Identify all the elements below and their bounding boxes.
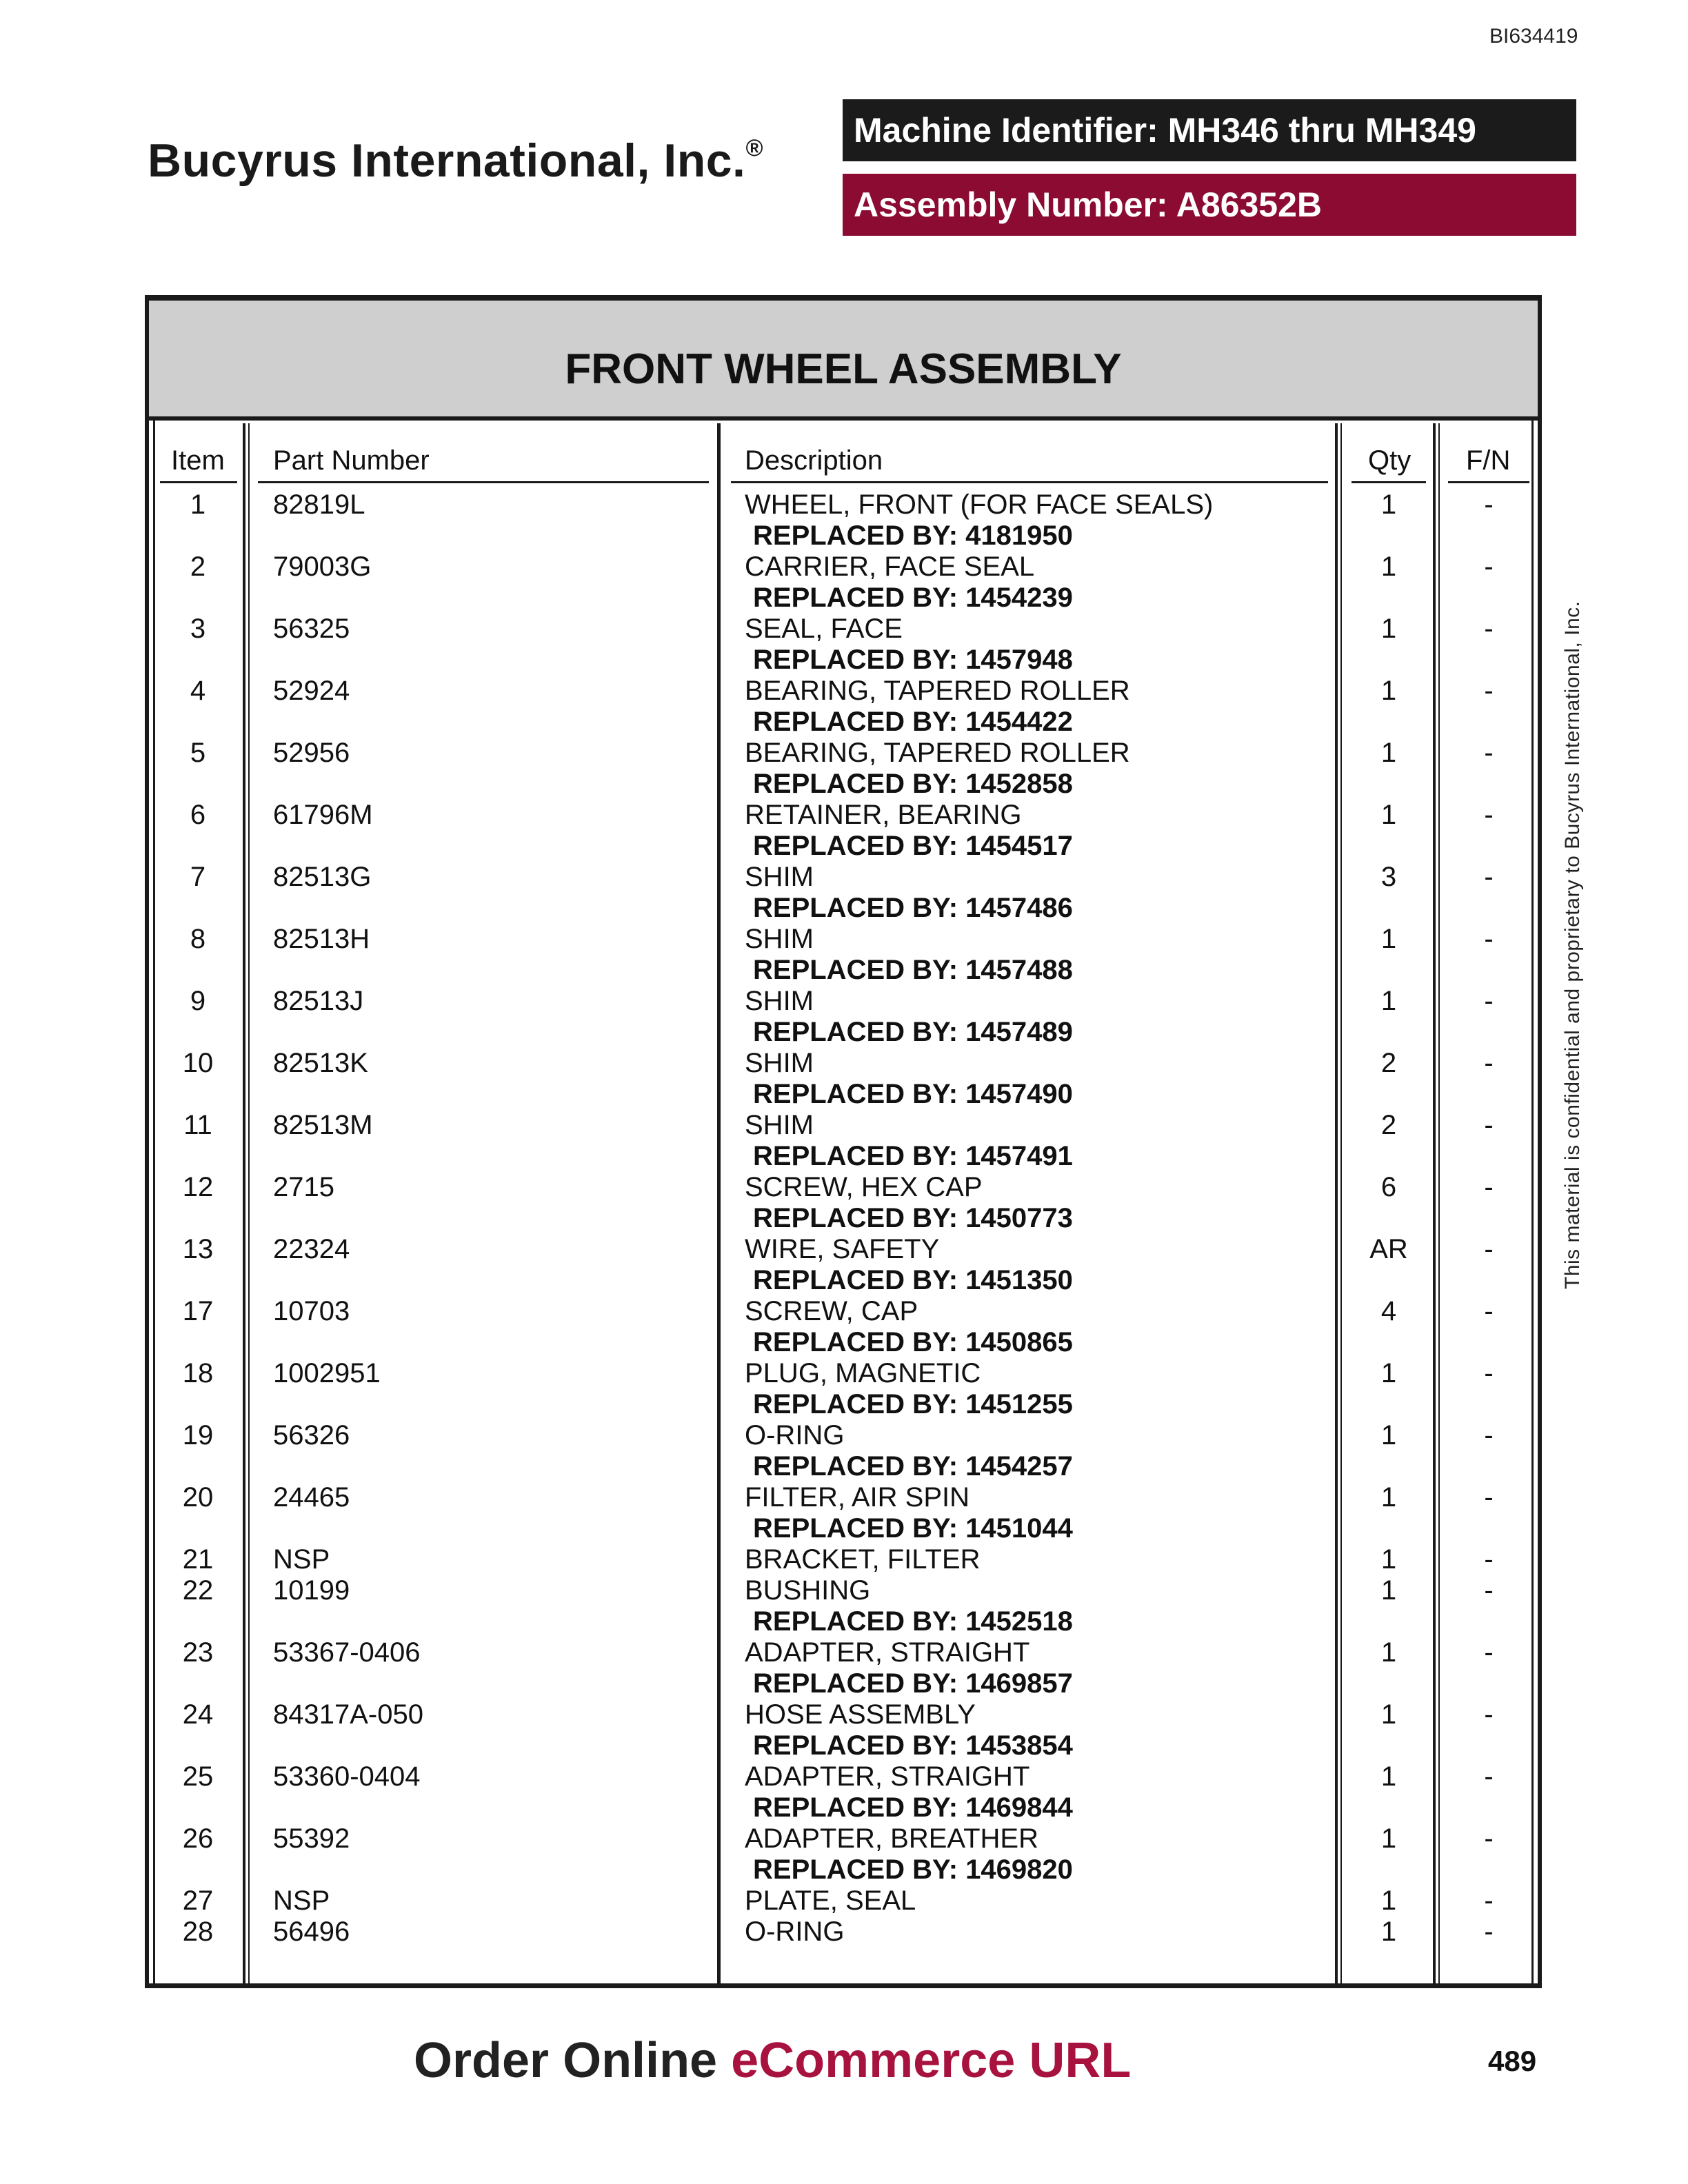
- part-number: 82513M: [273, 1110, 373, 1140]
- fn-value: -: [1484, 924, 1494, 954]
- replaced-by-note: REPLACED BY: 1469844: [753, 1792, 1073, 1823]
- item-number: 9: [190, 986, 206, 1016]
- fn-value: -: [1484, 1420, 1494, 1450]
- fn-value: -: [1484, 1296, 1494, 1326]
- confidentiality-note: This material is confidential and proprietary to Bucyrus International, Inc.: [1561, 600, 1584, 1289]
- quantity: 1: [1380, 1575, 1397, 1606]
- item-number: 8: [190, 924, 206, 954]
- column-divider: [1335, 423, 1338, 1984]
- registered-mark: ®: [745, 135, 764, 161]
- fn-value: -: [1484, 986, 1494, 1016]
- quantity: 6: [1380, 1172, 1397, 1202]
- part-description: BRACKET, FILTER: [745, 1544, 981, 1575]
- replaced-by-note: REPLACED BY: 4181950: [753, 520, 1073, 551]
- part-description: SHIM: [745, 986, 814, 1016]
- part-number: 1002951: [273, 1358, 381, 1388]
- machine-identifier-banner: Machine Identifier: MH346 thru MH349: [843, 99, 1576, 161]
- fn-value: -: [1484, 862, 1494, 892]
- fn-value: -: [1484, 1544, 1494, 1575]
- column-divider: [1433, 423, 1436, 1984]
- fn-value: -: [1484, 1637, 1494, 1668]
- part-description: BUSHING: [745, 1575, 871, 1606]
- quantity: 2: [1380, 1048, 1397, 1078]
- header-underline: [1448, 481, 1529, 483]
- replaced-by-note: REPLACED BY: 1454239: [753, 583, 1073, 613]
- part-number: 52924: [273, 676, 350, 706]
- item-number: 22: [182, 1575, 214, 1606]
- part-number: 82513H: [273, 924, 370, 954]
- item-number: 2: [190, 552, 206, 582]
- item-number: 25: [182, 1761, 214, 1792]
- part-number: 82819L: [273, 489, 365, 520]
- fn-value: -: [1484, 1699, 1494, 1730]
- page-number: 489: [1488, 2045, 1537, 2077]
- fn-value: -: [1484, 489, 1494, 520]
- quantity: 1: [1380, 986, 1397, 1016]
- column-divider: [1340, 423, 1342, 1984]
- item-number: 23: [182, 1637, 214, 1668]
- quantity: AR: [1369, 1234, 1408, 1264]
- fn-value: -: [1484, 1575, 1494, 1606]
- table-title-box: [149, 301, 1538, 421]
- order-online-banner: [414, 2032, 1131, 2089]
- column-header-description: Description: [745, 445, 883, 476]
- part-description: SEAL, FACE: [745, 614, 903, 644]
- part-number: 24465: [273, 1482, 350, 1513]
- quantity: 1: [1380, 1482, 1397, 1513]
- quantity: 1: [1380, 738, 1397, 768]
- replaced-by-note: REPLACED BY: 1450865: [753, 1327, 1073, 1357]
- table-title: FRONT WHEEL ASSEMBLY: [565, 345, 1122, 393]
- quantity: 1: [1380, 1699, 1397, 1730]
- item-number: 12: [182, 1172, 214, 1202]
- item-number: 10: [182, 1048, 214, 1078]
- part-description: FILTER, AIR SPIN: [745, 1482, 969, 1513]
- fn-value: -: [1484, 1761, 1494, 1792]
- fn-value: -: [1484, 676, 1494, 706]
- item-number: 20: [182, 1482, 214, 1513]
- part-number: 82513G: [273, 862, 372, 892]
- part-description: RETAINER, BEARING: [745, 800, 1022, 830]
- part-description: SCREW, CAP: [745, 1296, 918, 1326]
- item-number: 3: [190, 614, 206, 644]
- order-online-label: Order Online: [414, 2033, 718, 2088]
- fn-value: -: [1484, 552, 1494, 582]
- column-header-part-number: Part Number: [273, 445, 430, 476]
- replaced-by-note: REPLACED BY: 1457491: [753, 1141, 1073, 1171]
- part-description: SCREW, HEX CAP: [745, 1172, 983, 1202]
- quantity: 4: [1380, 1296, 1397, 1326]
- replaced-by-note: REPLACED BY: 1452518: [753, 1606, 1073, 1637]
- part-number: 61796M: [273, 800, 373, 830]
- replaced-by-note: REPLACED BY: 1452858: [753, 769, 1073, 799]
- fn-value: -: [1484, 1823, 1494, 1854]
- fn-value: -: [1484, 1172, 1494, 1202]
- part-description: O-RING: [745, 1917, 845, 1947]
- quantity: 1: [1380, 1358, 1397, 1388]
- item-number: 13: [182, 1234, 214, 1264]
- quantity: 2: [1380, 1110, 1397, 1140]
- column-divider: [717, 423, 721, 1984]
- item-number: 19: [182, 1420, 214, 1450]
- fn-value: -: [1484, 1917, 1494, 1947]
- replaced-by-note: REPLACED BY: 1457490: [753, 1079, 1073, 1109]
- item-number: 27: [182, 1885, 214, 1916]
- quantity: 1: [1380, 552, 1397, 582]
- item-number: 24: [182, 1699, 214, 1730]
- replaced-by-note: REPLACED BY: 1451350: [753, 1265, 1073, 1295]
- replaced-by-note: REPLACED BY: 1453854: [753, 1730, 1073, 1761]
- part-description: PLUG, MAGNETIC: [745, 1358, 981, 1388]
- replaced-by-note: REPLACED BY: 1451044: [753, 1513, 1073, 1544]
- quantity: 1: [1380, 1420, 1397, 1450]
- part-number: 84317A-050: [273, 1699, 423, 1730]
- assembly-number-banner: Assembly Number: A86352B: [843, 174, 1576, 236]
- part-number: NSP: [273, 1885, 330, 1916]
- part-number: 79003G: [273, 552, 372, 582]
- replaced-by-note: REPLACED BY: 1457489: [753, 1017, 1073, 1047]
- part-description: SHIM: [745, 1048, 814, 1078]
- fn-value: -: [1484, 1885, 1494, 1916]
- replaced-by-note: REPLACED BY: 1457948: [753, 645, 1073, 675]
- part-number: 10703: [273, 1296, 350, 1326]
- part-description: BEARING, TAPERED ROLLER: [745, 738, 1130, 768]
- header-underline: [731, 481, 1328, 483]
- column-header-item: Item: [171, 445, 225, 476]
- replaced-by-note: REPLACED BY: 1450773: [753, 1203, 1073, 1233]
- part-description: ADAPTER, STRAIGHT: [745, 1761, 1030, 1792]
- quantity: 1: [1380, 1917, 1397, 1947]
- replaced-by-note: REPLACED BY: 1454422: [753, 707, 1073, 737]
- item-number: 26: [182, 1823, 214, 1854]
- part-description: SHIM: [745, 1110, 814, 1140]
- part-description: O-RING: [745, 1420, 845, 1450]
- item-number: 17: [182, 1296, 214, 1326]
- quantity: 1: [1380, 800, 1397, 830]
- quantity: 1: [1380, 614, 1397, 644]
- ecommerce-url-link[interactable]: eCommerce URL: [731, 2033, 1132, 2088]
- quantity: 3: [1380, 862, 1397, 892]
- part-number: 55392: [273, 1823, 350, 1854]
- company-name-text: Bucyrus International, Inc.: [148, 134, 746, 187]
- part-number: 53367-0406: [273, 1637, 421, 1668]
- part-number: 82513J: [273, 986, 364, 1016]
- fn-value: -: [1484, 800, 1494, 830]
- column-divider: [1438, 423, 1440, 1984]
- replaced-by-note: REPLACED BY: 1469857: [753, 1668, 1073, 1699]
- part-number: 56325: [273, 614, 350, 644]
- fn-value: -: [1484, 1234, 1494, 1264]
- company-name: [148, 134, 763, 188]
- quantity: 1: [1380, 1761, 1397, 1792]
- part-number: NSP: [273, 1544, 330, 1575]
- part-description: ADAPTER, STRAIGHT: [745, 1637, 1030, 1668]
- part-description: SHIM: [745, 862, 814, 892]
- header-underline: [258, 481, 709, 483]
- replaced-by-note: REPLACED BY: 1457488: [753, 955, 1073, 985]
- fn-value: -: [1484, 1048, 1494, 1078]
- part-description: HOSE ASSEMBLY: [745, 1699, 976, 1730]
- fn-value: -: [1484, 1358, 1494, 1388]
- fn-value: -: [1484, 614, 1494, 644]
- document-code: BI634419: [1489, 25, 1578, 48]
- fn-value: -: [1484, 1482, 1494, 1513]
- part-description: ADAPTER, BREATHER: [745, 1823, 1038, 1854]
- item-number: 11: [183, 1110, 212, 1140]
- item-number: 4: [190, 676, 206, 706]
- header-underline: [160, 481, 237, 483]
- part-description: WHEEL, FRONT (FOR FACE SEALS): [745, 489, 1214, 520]
- column-header-qty: Qty: [1368, 445, 1411, 476]
- part-description: WIRE, SAFETY: [745, 1234, 940, 1264]
- part-description: BEARING, TAPERED ROLLER: [745, 676, 1130, 706]
- replaced-by-note: REPLACED BY: 1454517: [753, 831, 1073, 861]
- item-number: 1: [190, 489, 206, 520]
- item-number: 18: [182, 1358, 214, 1388]
- part-number: 82513K: [273, 1048, 368, 1078]
- replaced-by-note: REPLACED BY: 1451255: [753, 1389, 1073, 1419]
- part-number: 52956: [273, 738, 350, 768]
- replaced-by-note: REPLACED BY: 1469820: [753, 1854, 1073, 1885]
- quantity: 1: [1380, 676, 1397, 706]
- quantity: 1: [1380, 1544, 1397, 1575]
- quantity: 1: [1380, 1885, 1397, 1916]
- part-number: 56496: [273, 1917, 350, 1947]
- replaced-by-note: REPLACED BY: 1454257: [753, 1451, 1073, 1482]
- part-description: CARRIER, FACE SEAL: [745, 552, 1035, 582]
- part-number: 22324: [273, 1234, 350, 1264]
- header-underline: [1352, 481, 1426, 483]
- quantity: 1: [1380, 1637, 1397, 1668]
- replaced-by-note: REPLACED BY: 1457486: [753, 893, 1073, 923]
- column-header-fn: F/N: [1466, 445, 1511, 476]
- part-number: 53360-0404: [273, 1761, 421, 1792]
- item-number: 28: [182, 1917, 214, 1947]
- item-number: 7: [190, 862, 206, 892]
- part-number: 56326: [273, 1420, 350, 1450]
- fn-value: -: [1484, 738, 1494, 768]
- part-number: 2715: [273, 1172, 334, 1202]
- fn-value: -: [1484, 1110, 1494, 1140]
- item-number: 6: [190, 800, 206, 830]
- part-description: PLATE, SEAL: [745, 1885, 916, 1916]
- item-number: 5: [190, 738, 206, 768]
- part-description: SHIM: [745, 924, 814, 954]
- item-number: 21: [182, 1544, 214, 1575]
- column-divider: [248, 423, 250, 1984]
- column-divider: [243, 423, 245, 1984]
- quantity: 1: [1380, 924, 1397, 954]
- part-number: 10199: [273, 1575, 350, 1606]
- quantity: 1: [1380, 1823, 1397, 1854]
- quantity: 1: [1380, 489, 1397, 520]
